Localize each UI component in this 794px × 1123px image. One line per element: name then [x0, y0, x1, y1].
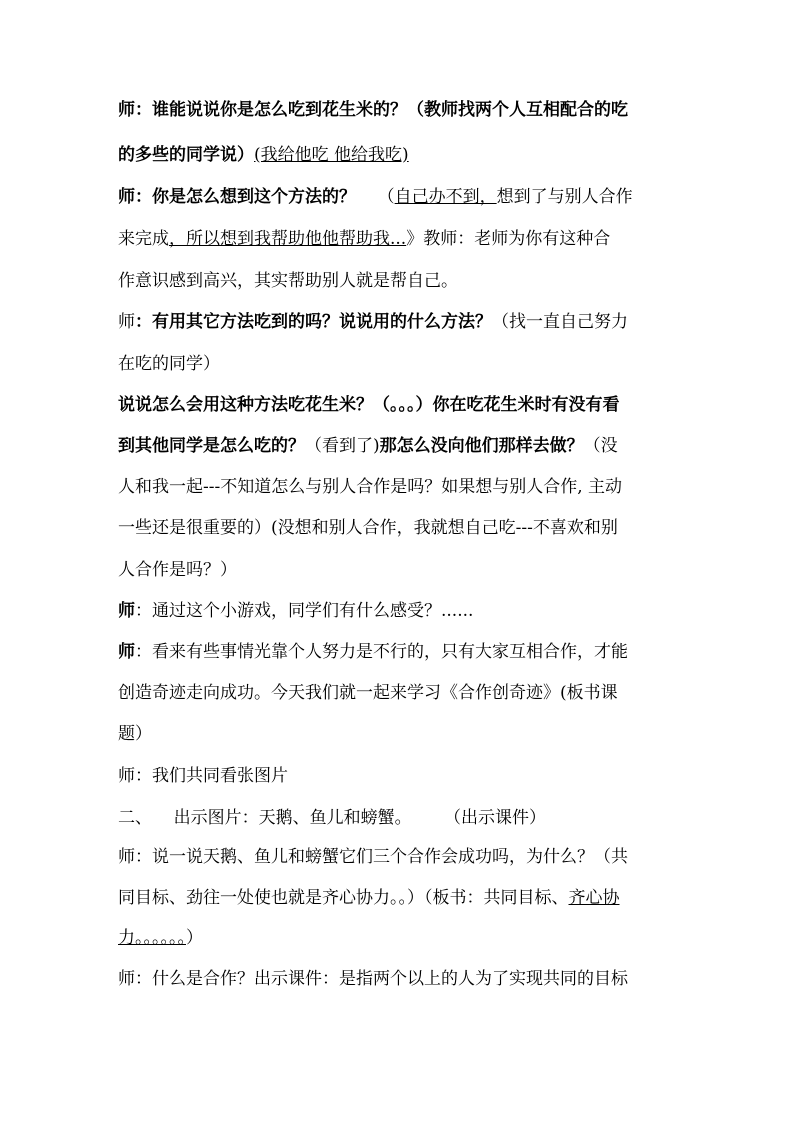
text-run: 一些还是很重要的）(没想和别人合作，我就想自己吃---不喜欢和别 [118, 518, 618, 538]
text-run: 二、 出示图片：天鹅、鱼儿和螃蟹。 （出示课件） [118, 808, 547, 828]
text-run: （找一直自己努力 [492, 312, 628, 332]
text-run: 力。。。。。。 [118, 928, 186, 948]
text-run: 说说怎么会用这种方法吃花生米？（。。。）你在吃花生米时有没有看 [118, 395, 620, 415]
text-run: 人和我一起---不知道怎么与别人合作是吗？如果想与别人合作, 主动 [118, 477, 623, 497]
text-run: （ [356, 187, 395, 207]
text-line-11 [118, 518, 680, 538]
text-run: (我给他吃 他给我吃) [254, 145, 409, 165]
text-run: 在吃的同学） [118, 354, 220, 374]
text-run: 自己办不到， [394, 187, 497, 207]
text-line-18 [118, 808, 680, 828]
text-run: 师 [118, 601, 135, 621]
text-line-4 [118, 229, 680, 249]
text-line-20 [118, 888, 680, 908]
text-run: 师 [118, 100, 135, 120]
text-run: 题） [118, 724, 152, 744]
text-run: （看到了) [305, 436, 380, 456]
text-line-19 [118, 847, 680, 867]
text-run: ：谁能说说你是怎么吃到花生米的？（教师找两个人互相配合的吃 [135, 100, 628, 120]
text-run: 同目标、劲往一处使也就是齐心协力。。）（板书：共同目标、 [118, 888, 569, 908]
text-run: 师 [118, 312, 135, 332]
document-page [118, 100, 680, 989]
text-line-13 [118, 601, 680, 621]
text-line-2 [118, 145, 680, 165]
text-line-17 [118, 766, 680, 786]
text-run: 的多些的同学说） [118, 145, 254, 165]
text-line-10 [118, 477, 680, 497]
text-line-5 [118, 271, 680, 291]
text-run: 到其他同学是怎么吃的？ [118, 436, 305, 456]
text-run: 那怎么没向他们那样去做？ [379, 436, 584, 456]
text-run: 师 [118, 642, 135, 662]
text-run: ，所以想到我帮助他他帮助我... [169, 229, 407, 249]
text-run: 师：说一说天鹅、鱼儿和螃蟹它们三个合作会成功吗，为什么？（共 [118, 847, 628, 867]
text-line-6 [118, 312, 680, 332]
text-run: ） [186, 928, 203, 948]
text-run: （没 [583, 436, 618, 456]
text-line-7 [118, 354, 680, 374]
text-run: 作意识感到高兴，其实帮助别人就是帮自己。 [118, 271, 458, 291]
text-line-15 [118, 683, 680, 703]
text-line-22 [118, 969, 680, 989]
text-run: 人合作是吗？） [118, 560, 237, 580]
text-run: 》教师：老师为你有这种合 [406, 229, 611, 249]
text-line-8 [118, 395, 680, 415]
text-run: ：有用其它方法吃到的吗？说说用的什么方法？ [135, 312, 492, 332]
text-line-12 [118, 560, 680, 580]
text-run: 师：什么是合作？出示课件：是指两个以上的人为了实现共同的目标 [118, 969, 628, 989]
text-run: 想到了与别人合作 [496, 187, 633, 207]
text-line-14 [118, 642, 680, 662]
text-run: 来完成 [118, 229, 169, 249]
text-line-3 [118, 187, 680, 207]
text-line-1 [118, 100, 680, 120]
text-run: 师：我们共同看张图片 [118, 766, 288, 786]
text-run: 齐心协 [568, 888, 620, 908]
text-line-21 [118, 928, 680, 948]
text-line-16 [118, 724, 680, 744]
text-run: 师：你是怎么想到这个方法的？ [118, 187, 356, 207]
text-run: 创造奇迹走向成功。今天我们就一起来学习《合作创奇迹》(板书课 [118, 683, 618, 703]
text-run: ：通过这个小游戏，同学们有什么感受？...... [135, 601, 474, 621]
text-line-9 [118, 436, 680, 456]
text-run: ：看来有些事情光靠个人努力是不行的，只有大家互相合作，才能 [135, 642, 628, 662]
